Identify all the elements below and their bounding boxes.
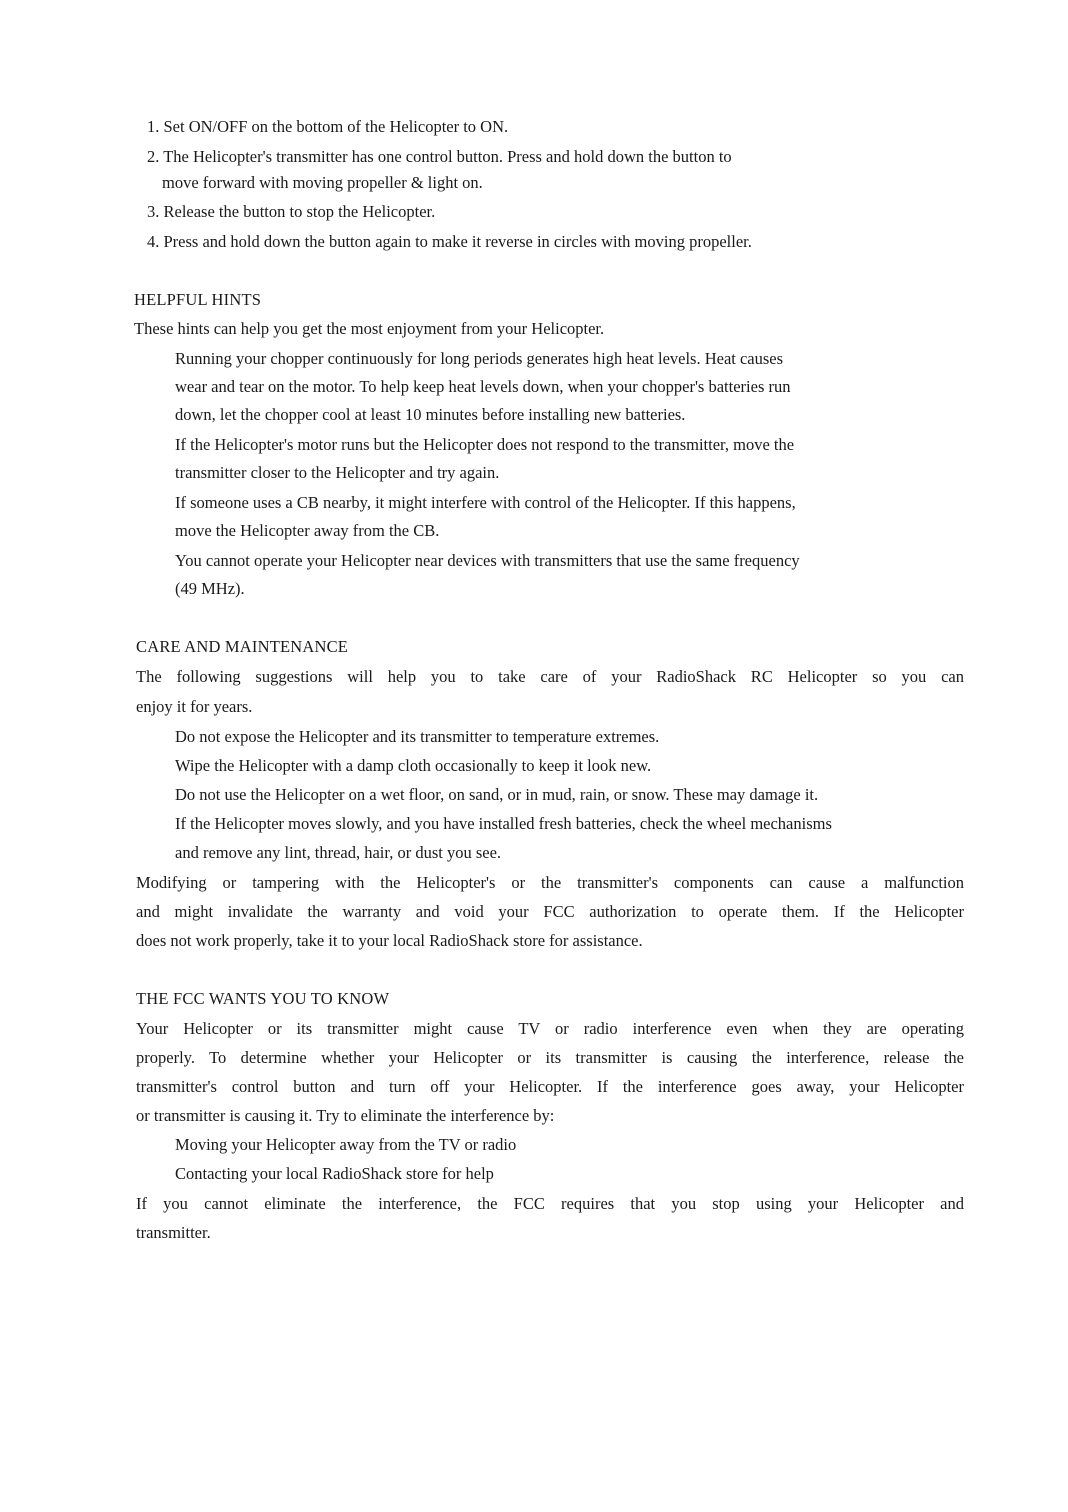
fcc-heading: THE FCC WANTS YOU TO KNOW	[136, 989, 390, 1008]
step-3	[147, 202, 435, 222]
care-item-3: Do not use the Helicopter on a wet floor, on sand, or in mud, rain, or snow. These may damage it.	[175, 785, 819, 804]
care-intro-line-2: enjoy it for years.	[136, 697, 253, 716]
care-heading: CARE AND MAINTENANCE	[136, 637, 349, 656]
hint-2-line-2: transmitter closer to the Helicopter and try again.	[175, 463, 500, 482]
hint-3-line-1: If someone uses a CB nearby, it might interfere with control of the Helicopter. If this happens,	[175, 493, 796, 512]
fcc-intro-line-2: properly. To determine whether your Helicopter or its transmitter is causing the interference, release the	[136, 1048, 964, 1067]
step-1	[147, 117, 508, 137]
helpful-hints-intro: These hints can help you get the most enjoyment from your Helicopter.	[134, 319, 605, 338]
fcc-closing-line-1: If you cannot eliminate the interference, the FCC requires that you stop using your Helicopter and	[136, 1194, 964, 1213]
care-intro-line-1: The following suggestions will help you to take care of your RadioShack RC Helicopter so you can	[136, 667, 964, 686]
care-item-5: and remove any lint, thread, hair, or dust you see.	[175, 843, 502, 862]
step-number: 1.	[147, 117, 160, 136]
hint-4-line-1: You cannot operate your Helicopter near devices with transmitters that use the same frequency	[175, 551, 800, 570]
care-warning-line-3: does not work properly, take it to your local RadioShack store for assistance.	[136, 931, 643, 950]
care-warning-line-2: and might invalidate the warranty and void your FCC authorization to operate them. If the Helicopter	[136, 902, 964, 921]
care-item-4: If the Helicopter moves slowly, and you have installed fresh batteries, check the wheel mechanisms	[175, 814, 832, 833]
fcc-closing-line-2: transmitter.	[136, 1223, 211, 1242]
hint-2-line-1: If the Helicopter's motor runs but the Helicopter does not respond to the transmitter, move the	[175, 435, 795, 454]
hint-3-line-2: move the Helicopter away from the CB.	[175, 521, 440, 540]
step-text: Press and hold down the button again to make it reverse in circles with moving propeller.	[163, 232, 752, 251]
fcc-intro-line-4: or transmitter is causing it. Try to eliminate the interference by:	[136, 1106, 555, 1125]
hint-1-line-3: down, let the chopper cool at least 10 minutes before installing new batteries.	[175, 405, 686, 424]
care-warning-line-1: Modifying or tampering with the Helicopter's or the transmitter's components can cause a malfunction	[136, 873, 964, 892]
step-text: Release the button to stop the Helicopter.	[163, 202, 436, 221]
fcc-item-1: Moving your Helicopter away from the TV or radio	[175, 1135, 517, 1154]
step-text: Set ON/OFF on the bottom of the Helicopter to ON.	[163, 117, 509, 136]
fcc-intro-line-3: transmitter's control button and turn off your Helicopter. If the interference goes away, your Helicopter	[136, 1077, 964, 1096]
step-number: 3.	[147, 202, 160, 221]
step-text: The Helicopter's transmitter has one control button. Press and hold down the button to	[163, 147, 732, 166]
fcc-intro-line-1: Your Helicopter or its transmitter might cause TV or radio interference even when they are operating	[136, 1019, 964, 1038]
care-item-2: Wipe the Helicopter with a damp cloth occasionally to keep it look new.	[175, 756, 652, 775]
step-2	[147, 147, 732, 167]
hint-4-line-2: (49 MHz).	[175, 579, 245, 598]
hint-1-line-1: Running your chopper continuously for long periods generates high heat levels. Heat causes	[175, 349, 784, 368]
hint-1-line-2: wear and tear on the motor. To help keep heat levels down, when your chopper's batteries run	[175, 377, 791, 396]
step-4	[147, 232, 752, 252]
step-number: 2.	[147, 147, 160, 166]
helpful-hints-heading: HELPFUL HINTS	[134, 290, 262, 309]
care-item-1: Do not expose the Helicopter and its transmitter to temperature extremes.	[175, 727, 660, 746]
step-2-continuation: move forward with moving propeller & light on.	[162, 173, 483, 192]
fcc-item-2: Contacting your local RadioShack store for help	[175, 1164, 494, 1183]
step-number: 4.	[147, 232, 160, 251]
